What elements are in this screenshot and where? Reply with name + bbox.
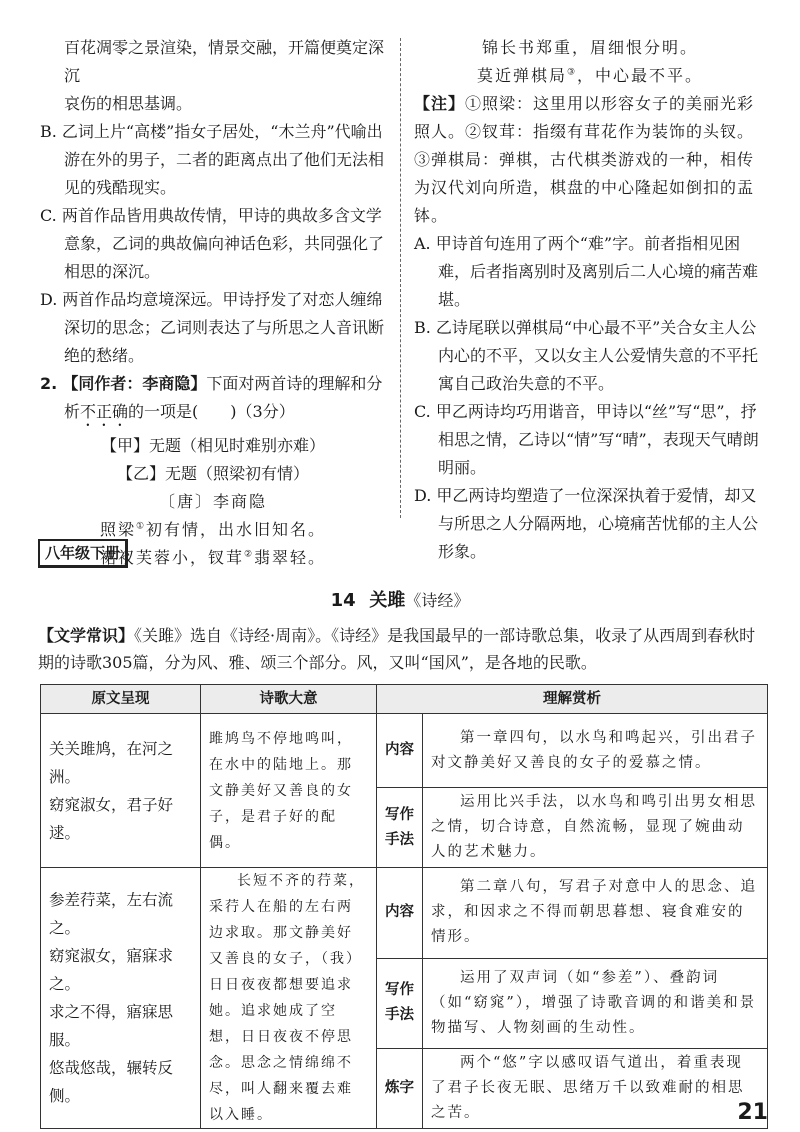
poem-b-title: 【乙】无题（照梁初有情） (116, 464, 309, 483)
poem-line: 裙衩芙蓉小，钗茸②翡翠轻。 (99, 548, 327, 567)
question-2 (40, 370, 386, 430)
method-cell: 运用了双声词（如“参差”）、叠韵词（如“窈窕”），增强了诗歌音调的和谐美和景物描写、人物刻画的生动性。 (423, 958, 768, 1049)
question-number: 2. (40, 374, 58, 393)
table-row (41, 714, 768, 788)
option-b: B. 乙诗尾联以弹棋局“中心最不平”关合女主人公内心的不平，又以女主人公爱情失意的不平托寓自己政治失意的不平。 (414, 318, 759, 393)
grade-label: 八年级下册 (38, 539, 128, 568)
table-header: 诗歌大意 (201, 685, 377, 714)
poem-line: 莫近弹棋局③，中心最不平。 (476, 66, 704, 85)
method-cell: 运用比兴手法，以水鸟和鸣引出男女相思之情，切合诗意，自然流畅，显现了婉曲动人的艺术魅力。 (423, 788, 768, 868)
poem-line: 照梁①初有情，出水旧知名。 (99, 520, 327, 539)
table-row (41, 868, 768, 959)
table-header-row (41, 685, 768, 714)
question-text: 下面对两首诗的理解和分析 (64, 374, 383, 421)
left-column (40, 34, 386, 572)
option-b: B. 乙词上片“高楼”指女子居处，“木兰舟”代喻出游在外的男子，二者的距离点出了他们无法相见的残酷现实。 (40, 122, 385, 197)
knowledge-text: 《关雎》选自《诗经·周南》。《诗经》是我国最早的一部诗歌总集，收录了从西周到春秋时期的诗歌305篇，分为风、雅、颂三个部分。风，又叫“国风”，是各地的民歌。 (38, 626, 756, 672)
option-a: A. 甲诗首句连用了两个“难”字。前者指相见困难，后者指离别时及离别后二人心境的痛苦难堪。 (414, 234, 759, 309)
original-text-cell: 关关雎鸠，在河之洲。 窈窕淑女，君子好逑。 (41, 714, 201, 868)
option-c: C. 甲乙两诗均巧用谐音，甲诗以“丝”写“思”，抒相思之情，乙诗以“情”写“晴”，表现天气晴朗明丽。 (414, 402, 759, 477)
method-label: 写作手法 (377, 788, 423, 868)
question-tail: 的一项是( )（3分） (128, 402, 295, 421)
lesson-heading (0, 586, 800, 612)
analysis-table (40, 684, 768, 1129)
page-number: 21 (737, 1100, 768, 1125)
option-a-continuation: 百花凋零之景渲染，情景交融，开篇便奠定深沉 哀伤的相思基调。 (64, 38, 385, 113)
content-label: 内容 (377, 868, 423, 959)
original-text-cell: 参差荇菜，左右流之。 窈窕淑女，寤寐求之。 求之不得，寤寐思服。 悠哉悠哉，辗转反侧。 (41, 868, 201, 1129)
poem-a-title: 【甲】无题（相见时难别亦难） (100, 436, 325, 455)
question-tag: 【同作者：李商隐】 (62, 374, 207, 393)
content-cell: 第一章四句，以水鸟和鸣起兴，引出君子对文静美好又善良的女子的爱慕之情。 (423, 714, 768, 788)
meaning-cell: 长短不齐的荇菜，采荇人在船的左右两边求取。那文静美好又善良的女子，（我）日日夜夜都想要追求她。追求她成了空想，日日夜夜不停思念。思念之情绵绵不尽，叫人翻来覆去难以入睡。 (201, 868, 377, 1129)
table-header: 理解赏析 (377, 685, 768, 714)
content-cell: 第二章八句，写君子对意中人的思念、追求，和因求之不得而朝思暮想、寝食难安的情形。 (423, 868, 768, 959)
word-label: 炼字 (377, 1049, 423, 1129)
poem-author: 〔唐〕李商隐 (158, 492, 267, 511)
annotation (414, 90, 766, 230)
lesson-source: 《诗经》 (405, 591, 470, 610)
annotation-label: 【注】 (414, 94, 466, 113)
lesson-number: 14 (330, 590, 356, 611)
option-d: D. 甲乙两诗均塑造了一位深深执着于爱情，却又与所思之人分隔两地，心境痛苦忧郁的主人公形象。 (414, 486, 759, 561)
table-header: 原文呈现 (41, 685, 201, 714)
meaning-cell: 雎鸠鸟不停地鸣叫，在水中的陆地上。那文静美好又善良的女子，是君子好的配偶。 (201, 714, 377, 868)
right-column (414, 34, 766, 566)
option-c: C. 两首作品皆用典故传情，甲诗的典故多含文学意象，乙词的典故偏向神话色彩，共同强化了相思的深沉。 (40, 206, 385, 281)
literature-knowledge (38, 622, 766, 676)
word-cell: 两个“悠”字以感叹语气道出，着重表现了君子长夜无眠、思绪万千以致难耐的相思之苦。 (423, 1049, 768, 1129)
knowledge-label: 【文学常识】 (38, 626, 135, 645)
poem-line: 锦长书郑重，眉细恨分明。 (481, 38, 698, 57)
lesson-title: 关雎 (369, 590, 406, 611)
question-emphasis: 不正确 (80, 402, 129, 421)
content-label: 内容 (377, 714, 423, 788)
option-d: D. 两首作品均意境深远。甲诗抒发了对恋人缠绵深切的思念；乙词则表达了与所思之人音讯断绝的愁绪。 (40, 290, 385, 365)
column-divider (400, 38, 401, 518)
annotation-text: ①照梁：这里用以形容女子的美丽光彩照人。②钗茸：指缀有茸花作为装饰的头钗。③弹棋局：弹棋，古代棋类游戏的一种，相传为汉代刘向所造，棋盘的中心隆起如倒扣的盂钵。 (414, 94, 755, 225)
method-label: 写作手法 (377, 958, 423, 1049)
